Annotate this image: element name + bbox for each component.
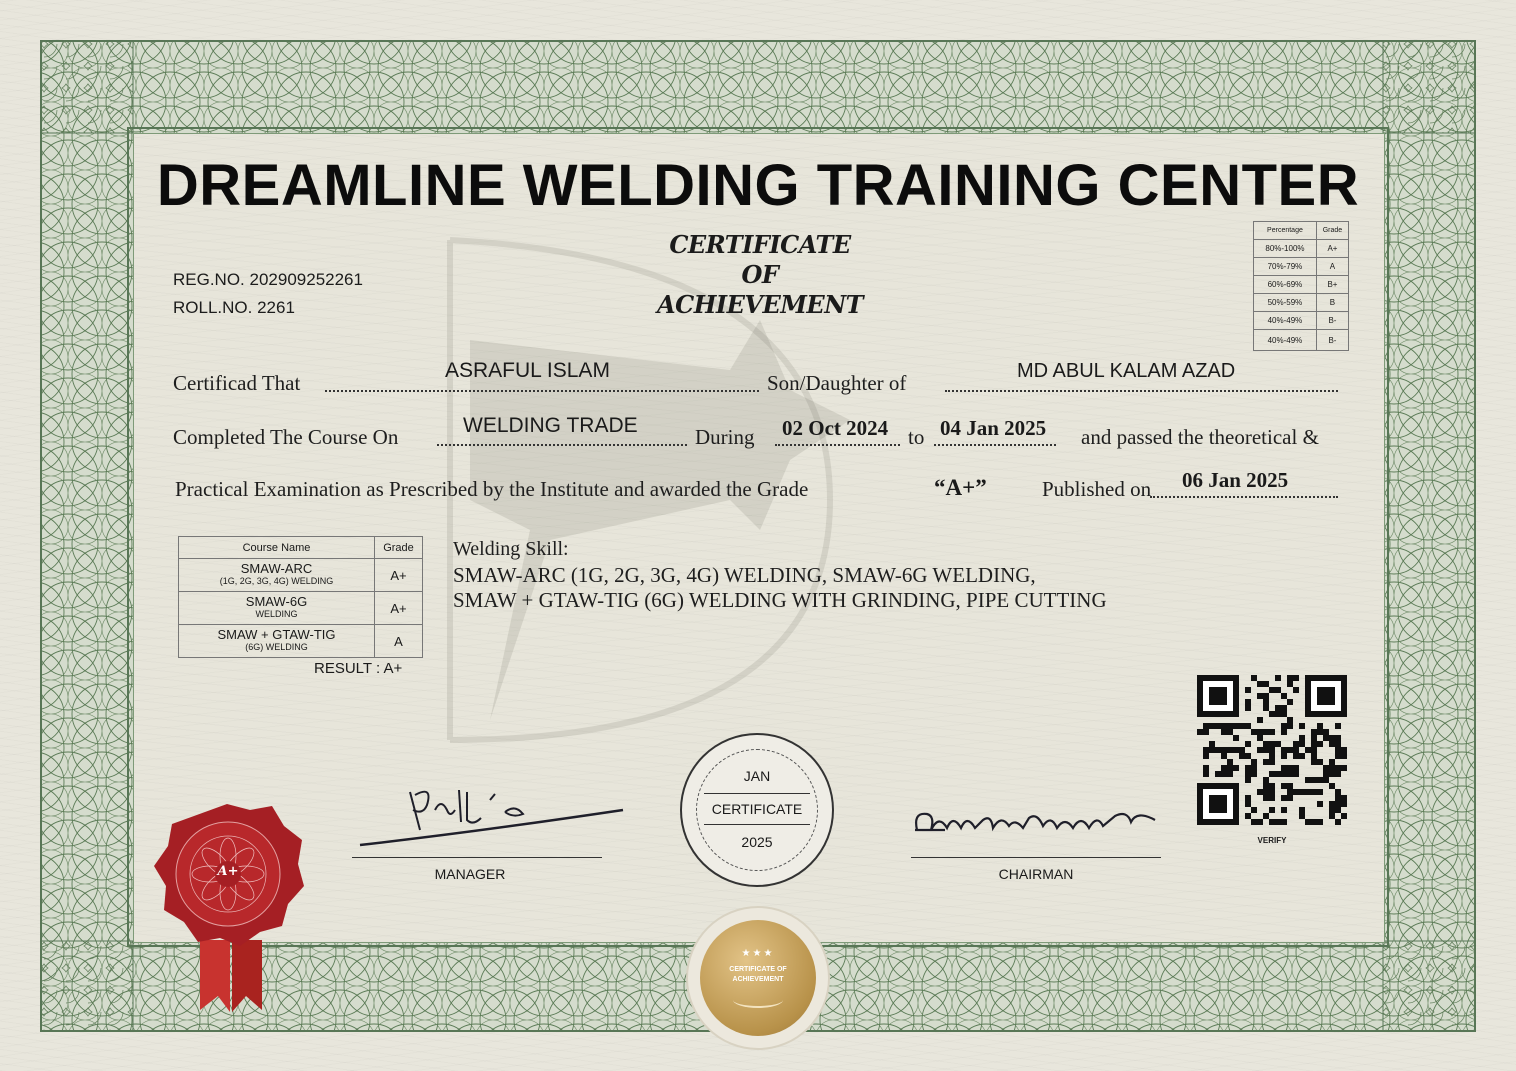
grade-scale-table bbox=[1253, 221, 1349, 351]
grade-scale-cell: 70%-79% bbox=[1254, 258, 1317, 276]
grade-scale-header: Grade bbox=[1316, 222, 1348, 240]
grade-scale-header: Percentage bbox=[1254, 222, 1317, 240]
start-date-dotted-line bbox=[775, 444, 900, 446]
name-dotted-line bbox=[325, 390, 759, 392]
son-daughter-label: Son/Daughter of bbox=[767, 371, 907, 395]
course-subtitle: (6G) WELDING bbox=[245, 642, 308, 652]
roll-number: ROLL.NO. 2261 bbox=[173, 298, 295, 317]
verify-label: VERIFY bbox=[1257, 836, 1287, 845]
certified-label: Certificad That bbox=[173, 371, 301, 395]
grade-scale-cell: B- bbox=[1316, 330, 1348, 351]
grade-scale-cell: 80%-100% bbox=[1254, 240, 1317, 258]
grade-scale-cell: 50%-59% bbox=[1254, 294, 1317, 312]
course-grade: A+ bbox=[375, 592, 423, 625]
passed-label: and passed the theoretical & bbox=[1081, 425, 1319, 449]
badge-text-line: CERTIFICATE OF bbox=[729, 966, 787, 973]
grade-scale-cell: A+ bbox=[1316, 240, 1348, 258]
stamp-year: 2025 bbox=[741, 834, 773, 850]
skills-line: SMAW + GTAW-TIG (6G) WELDING WITH GRINDING, PIPE CUTTING bbox=[453, 588, 1107, 612]
table-row bbox=[179, 625, 423, 658]
stamp-month: JAN bbox=[743, 768, 771, 784]
end-date: 04 Jan 2025 bbox=[940, 416, 1047, 440]
grade-scale-cell: 60%-69% bbox=[1254, 276, 1317, 294]
stamp-word: CERTIFICATE bbox=[704, 793, 810, 825]
grade-scale-cell: 40%-49% bbox=[1254, 330, 1317, 351]
awarded-grade: “A+” bbox=[934, 475, 987, 500]
certificate-heading-line: CERTIFICATE bbox=[669, 230, 851, 259]
badge-laurel-icon bbox=[733, 992, 783, 1008]
manager-signature-icon bbox=[355, 770, 635, 855]
badge-stars-icon: ★★★ bbox=[741, 948, 775, 959]
published-dotted-line bbox=[1150, 496, 1338, 498]
course-grade-table bbox=[178, 536, 423, 658]
institute-title: DREAMLINE WELDING TRAINING CENTER bbox=[156, 153, 1360, 218]
manager-label: MANAGER bbox=[434, 866, 506, 882]
course-cell bbox=[179, 592, 375, 625]
published-label: Published on bbox=[1042, 477, 1152, 501]
course-grade: A bbox=[375, 625, 423, 658]
practical-label: Practical Examination as Prescribed by the Institute and awarded the Grade bbox=[175, 477, 809, 501]
parent-dotted-line bbox=[945, 390, 1338, 392]
course-title: SMAW + GTAW-TIG bbox=[217, 627, 336, 642]
course-grade: A+ bbox=[375, 559, 423, 592]
course-table-header: Grade bbox=[375, 537, 423, 559]
seal-grade: A+ bbox=[217, 864, 239, 879]
course-title: SMAW-ARC bbox=[240, 561, 313, 576]
parent-name: MD ABUL KALAM AZAD bbox=[1017, 360, 1236, 382]
completed-label: Completed The Course On bbox=[173, 425, 399, 449]
skills-line: SMAW-ARC (1G, 2G, 3G, 4G) WELDING, SMAW-6G WELDING, bbox=[453, 563, 1036, 587]
published-date: 06 Jan 2025 bbox=[1182, 468, 1289, 492]
grade-scale-cell: B bbox=[1316, 294, 1348, 312]
course-table-header: Course Name bbox=[179, 537, 375, 559]
certificate-heading bbox=[600, 230, 920, 320]
certificate-heading-line: OF bbox=[741, 260, 779, 289]
skills-label: Welding Skill: bbox=[453, 538, 569, 560]
qr-code-icon bbox=[1197, 675, 1347, 825]
grade-scale-cell: 40%-49% bbox=[1254, 312, 1317, 330]
to-label: to bbox=[908, 425, 925, 449]
chairman-label: CHAIRMAN bbox=[998, 866, 1074, 882]
date-stamp bbox=[680, 733, 834, 887]
badge-text bbox=[708, 965, 808, 985]
reg-number: REG.NO. 202909252261 bbox=[173, 270, 363, 289]
certificate-heading-line: ACHIEVEMENT bbox=[657, 290, 863, 319]
grade-scale-cell: B- bbox=[1316, 312, 1348, 330]
end-date-dotted-line bbox=[934, 444, 1056, 446]
table-row bbox=[179, 559, 423, 592]
course-subtitle: WELDING bbox=[255, 609, 298, 619]
student-name: ASRAFUL ISLAM bbox=[445, 359, 610, 382]
course-dotted-line bbox=[437, 444, 687, 446]
course-cell bbox=[179, 625, 375, 658]
chairman-signature-icon bbox=[905, 800, 1165, 855]
grade-scale-cell: B+ bbox=[1316, 276, 1348, 294]
course-name: WELDING TRADE bbox=[463, 414, 638, 437]
badge-text-line: ACHIEVEMENT bbox=[732, 976, 784, 983]
manager-signature-line bbox=[352, 857, 602, 858]
start-date: 02 Oct 2024 bbox=[782, 416, 889, 440]
chairman-signature-line bbox=[911, 857, 1161, 858]
course-cell bbox=[179, 559, 375, 592]
table-row bbox=[179, 592, 423, 625]
during-label: During bbox=[695, 425, 755, 449]
grade-scale-cell: A bbox=[1316, 258, 1348, 276]
course-subtitle: (1G, 2G, 3G, 4G) WELDING bbox=[219, 576, 334, 586]
gold-badge bbox=[688, 908, 828, 1048]
wax-seal-icon bbox=[150, 800, 305, 1015]
result-text: RESULT : A+ bbox=[314, 660, 403, 677]
course-title: SMAW-6G bbox=[245, 594, 308, 609]
